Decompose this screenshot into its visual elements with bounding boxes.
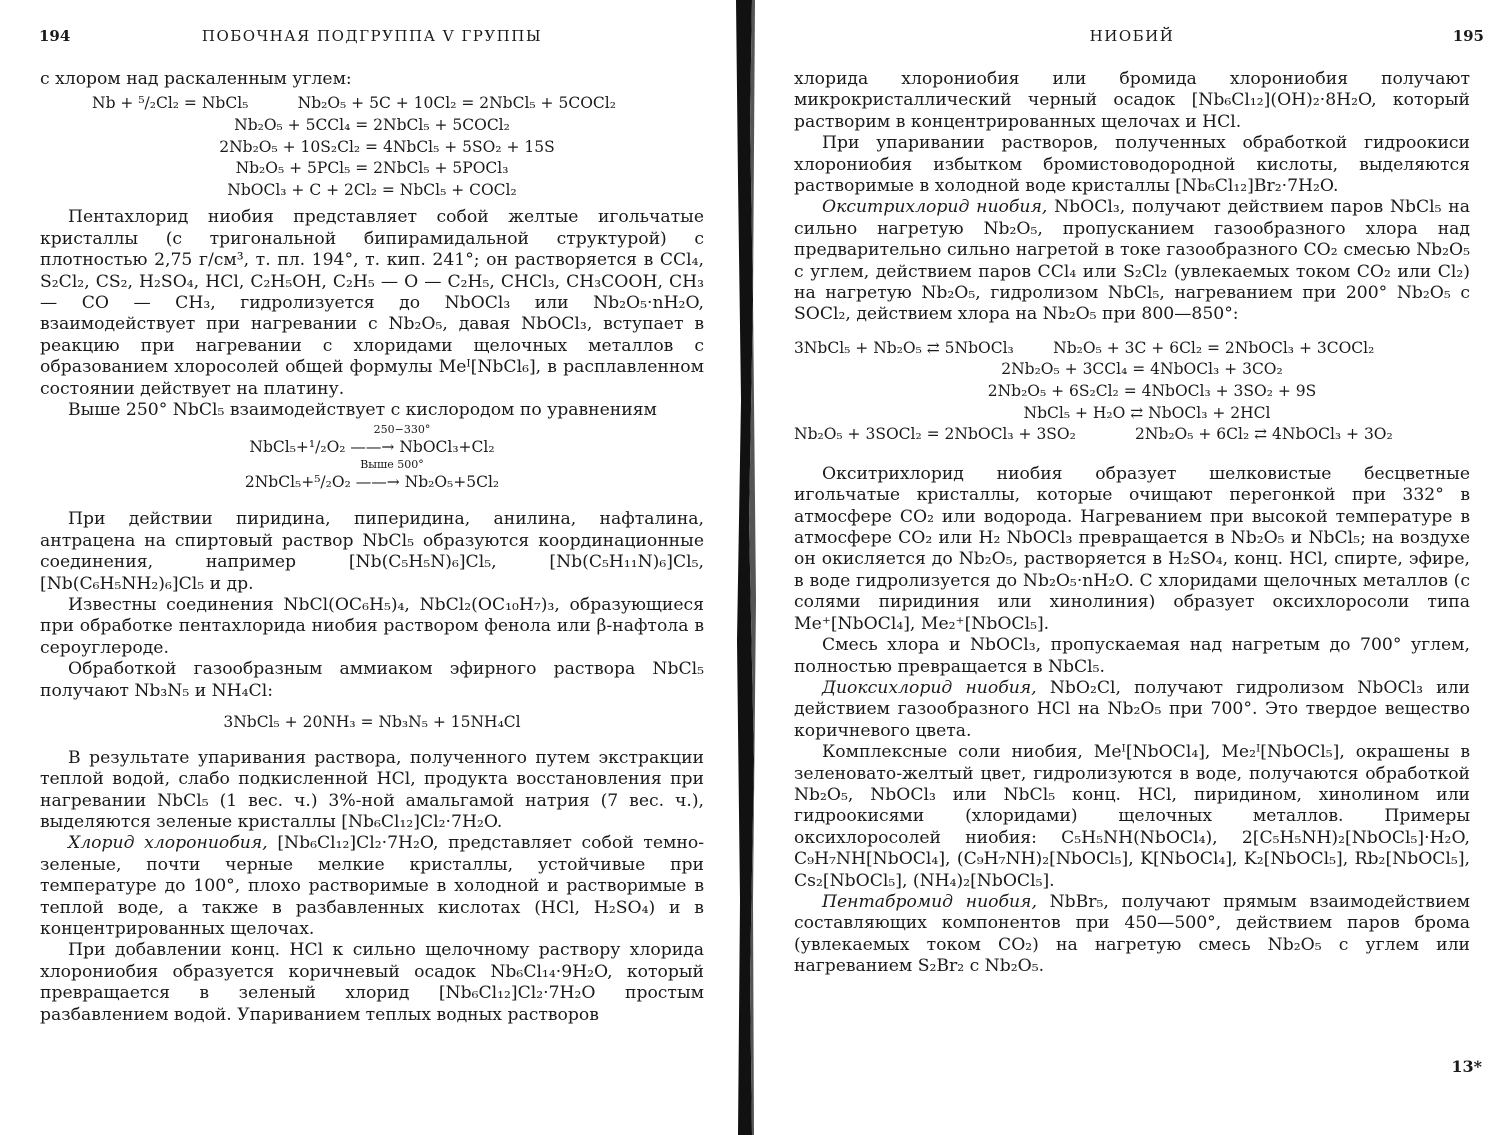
left-page <box>40 0 704 1135</box>
equation: 3NbCl₅ + 20NH₃ = Nb₃N₅ + 15NH₄Cl <box>223 713 521 732</box>
paragraph <box>794 197 1470 325</box>
paragraph: с хлором над раскаленным углем: <box>40 69 352 89</box>
paragraph: В результате упаривания раствора, полученного путем экстракции теплой водой, слабо подкисленной HCl, продукта восстановления при нагревании NbCl₅ (1 вес. ч.) 3%-ной амальгамой натрия (7 вес. ч.), выделяются зеленые кристаллы [Nb₆Cl₁₂]Cl₂·7H₂O. <box>40 747 704 832</box>
reaction-condition: 250−330° <box>373 423 431 437</box>
paragraph <box>794 892 1470 978</box>
paragraph: При упаривании растворов, полученных обработкой гидроокиси хлорониобия избытком бромистоводородной кислоты, выделяются растворимые в холодной воде кристаллы [Nb₆Cl₁₂]Br₂·7H₂O. <box>794 133 1470 197</box>
paragraph: При действии пиридина, пиперидина, анилина, нафталина, антрацена на спиртовый раствор NbCl₅ образуются координационные соединения, например [Nb(C₅H₅N)₆]Cl₅, [Nb(C₅H₁₁N)₆]Cl₅, [Nb(C₆H₅NH₂)₆]Cl₅ и др. <box>40 509 704 594</box>
book-spine-shadow <box>728 0 764 1135</box>
equation: 2Nb₂O₅ + 6S₂Cl₂ = 4NbOCl₃ + 3SO₂ + 9S <box>987 382 1317 401</box>
paragraph: Выше 250° NbCl₅ взаимодействует с кислородом по уравнениям <box>68 400 657 421</box>
signature-mark: 13* <box>1451 1056 1482 1076</box>
equation: 2NbCl₅+⁵/₂O₂ ——→ Nb₂O₅+5Cl₂ <box>244 473 500 492</box>
left-running-head: ПОБОЧНАЯ ПОДГРУППА V ГРУППЫ <box>201 27 543 45</box>
equation-block <box>40 712 704 734</box>
term-italic: Хлорид хлорониобия, <box>68 833 268 854</box>
paragraph: Комплексные соли ниобия, Meᴵ[NbOCl₄], Me₂ᴵ[NbOCl₅], окрашены в зеленовато-желтый цвет, гидролизуются в воде, получаются обработкой Nb₂O₅, NbOCl₃ или NbCl₅ конц. HCl, пиридином, хинолином или гидроокисями (хлоридами) щелочных металлов. Примеры оксихлоросолей ниобия: C₅H₅NH(NbOCl₄), 2[C₅H₅NH)₂[NbOCl₅]·H₂O, C₉H₇NH[NbOCl₄], (C₉H₇NH)₂[NbOCl₅], K[NbOCl₄], K₂[NbOCl₅], Rb₂[NbOCl₅], Cs₂[NbOCl₅], (NH₄)₂[NbOCl₅]. <box>794 742 1470 891</box>
equation-block <box>40 423 704 493</box>
equation: Nb₂O₅ + 3SOCl₂ = 2NbOCl₃ + 3SO₂ 2Nb₂O₅ + 6Cl₂ ⇄ 4NbOCl₃ + 3O₂ <box>794 425 1393 444</box>
reaction-condition: Выше 500° <box>360 458 424 472</box>
right-page <box>794 0 1484 1135</box>
paragraph-text: NbO₂Cl, получают гидролизом NbOCl₃ или действием газообразного HCl на Nb₂O₅ при 700°. Это твердое вещество коричневого цвета. <box>794 677 1470 741</box>
equation: Nb₂O₅ + 5CCl₄ = 2NbCl₅ + 5COCl₂ <box>234 116 510 134</box>
equation: 2Nb₂O₅ + 10S₂Cl₂ = 4NbCl₅ + 5SO₂ + 15S <box>219 137 555 156</box>
equation: NbOCl₃ + C + 2Cl₂ = NbCl₅ + COCl₂ <box>227 180 517 199</box>
paragraph-text: NbOCl₃, получают действием паров NbCl₅ на сильно нагретую Nb₂O₅, пропусканием газообразного хлора над предварительно сильно нагретой в токе газообразного CO₂ смесью Nb₂O₅ с углем, действием паров CCl₄ или S₂Cl₂ (увлекаемых током CO₂ или Cl₂) на нагретую Nb₂O₅, гидролизом NbCl₅, нагреванием при 200° Nb₂O₅ с SOCl₂, действием хлора на Nb₂O₅ при 800—850°: <box>794 197 1471 325</box>
paragraph: При добавлении конц. HCl к сильно щелочному раствору хлорида хлорониобия образуется коричневый осадок Nb₆Cl₁₄·9H₂O, который превращается в зеленый хлорид [Nb₆Cl₁₂]Cl₂·7H₂O простым разбавлением водой. Упариванием теплых водных растворов <box>40 940 704 1025</box>
left-running-header <box>40 26 704 54</box>
paragraph: Известны соединения NbCl(OC₆H₅)₄, NbCl₂(OC₁₀H₇)₃, образующиеся при обработке пентахлорида ниобия раствором фенола или β-нафтола в сероуглероде. <box>40 595 704 658</box>
paragraph: Смесь хлора и NbOCl₃, пропускаемая над нагретым до 700° углем, полностью превращается в NbCl₅. <box>794 635 1470 677</box>
equation: 2Nb₂O₅ + 3CCl₄ = 4NbOCl₃ + 3CO₂ <box>1001 360 1283 379</box>
paragraph-text: [Nb₆Cl₁₂]Cl₂·7H₂O, представляет собой темно-зеленые, почти черные мелкие кристаллы, устойчивые при температуре до 100°, плохо растворимые в холодной и растворимые в теплой воде, а также в разбавленных кислотах (HCl, H₂SO₄) и в концентрированных щелочах. <box>40 833 705 939</box>
equation: Nb₂O₅ + 5PCl₅ = 2NbCl₅ + 5POCl₃ <box>235 159 509 178</box>
right-page-number: 195 <box>1452 27 1484 45</box>
equation: 3NbCl₅ + Nb₂O₅ ⇄ 5NbOCl₃ Nb₂O₅ + 3C + 6Cl₂ = 2NbOCl₃ + 3COCl₂ <box>794 338 1375 357</box>
term-italic: Окситрихлорид ниобия, <box>822 197 1048 218</box>
paragraph-text: NbBr₅, получают прямым взаимодействием составляющих компонентов при 450—500°, действием паров брома (увлекаемых током CO₂) на нагретую смесь Nb₂O₅ с углем или нагреванием S₂Br₂ с Nb₂O₅. <box>794 891 1470 977</box>
term-italic: Пентабромид ниобия, <box>822 891 1037 912</box>
equation: NbCl₅ + H₂O ⇄ NbOCl₃ + 2HCl <box>1023 403 1271 422</box>
paragraph: Окситрихлорид ниобия образует шелковистые бесцветные игольчатые кристаллы, которые очищают перегонкой при 332° в атмосфере CO₂ или водорода. Нагреванием при высокой температуре в атмосфере CO₂ или H₂ NbOCl₃ превращается в Nb₂O₅ и NbCl₅; на воздухе он окисляется до Nb₂O₅, растворяется в H₂SO₄, конц. HCl, спирте, эфире, в воде гидролизуется до Nb₂O₅·nH₂O. С хлоридами щелочных металлов (с солями пиридиния или хинолиния) образует оксихлоросоли типа Me⁺[NbOCl₄], Me₂⁺[NbOCl₅]. <box>794 463 1470 634</box>
equation: NbCl₅+¹/₂O₂ ——→ NbOCl₃+Cl₂ <box>249 438 495 457</box>
paragraph: Пентахлорид ниобия представляет собой желтые игольчатые кристаллы (с тригональной бипирамидальной структурой) с плотностью 2,75 г/см³, т. пл. 194°, т. кип. 241°; он растворяется в CCl₄, S₂Cl₂, CS₂, H₂SO₄, HCl, C₂H₅OH, C₂H₅ — O — C₂H₅, CHCl₃, CH₃COOH, CH₃ — CO — CH₃, гидролизуется до NbOCl₃ или Nb₂O₅·nH₂O, взаимодействует при нагревании с Nb₂O₅, давая NbOCl₃, вступает в реакцию при нагревании с хлоридами щелочных металлов с образованием хлоросолей общей формулы Meᴵ[NbCl₆], в расплавленном состоянии действует на платину. <box>40 207 704 399</box>
left-page-number: 194 <box>39 27 71 45</box>
right-page-body <box>794 69 1470 978</box>
equation: Nb + ⁵/₂Cl₂ = NbCl₅ Nb₂O₅ + 5C + 10Cl₂ = 2NbCl₅ + 5COCl₂ <box>92 94 616 113</box>
paragraph: Обработкой газообразным аммиаком эфирного раствора NbCl₅ получают Nb₃N₅ и NH₄Cl: <box>40 659 704 701</box>
paragraph: хлорида хлорониобия или бромида хлорониобия получают микрокристаллический черный осадок [Nb₆Cl₁₂](OH)₂·8H₂O, который растворим в концентрированных щелочах и HCl. <box>794 69 1470 132</box>
left-page-body <box>40 69 704 1026</box>
paragraph <box>40 833 704 940</box>
right-running-head: НИОБИЙ <box>1089 27 1175 45</box>
paragraph <box>794 678 1470 742</box>
equation-block <box>794 338 1470 446</box>
term-italic: Диоксихлорид ниобия, <box>822 677 1037 698</box>
right-running-header <box>794 26 1484 54</box>
equation-block <box>40 93 704 201</box>
